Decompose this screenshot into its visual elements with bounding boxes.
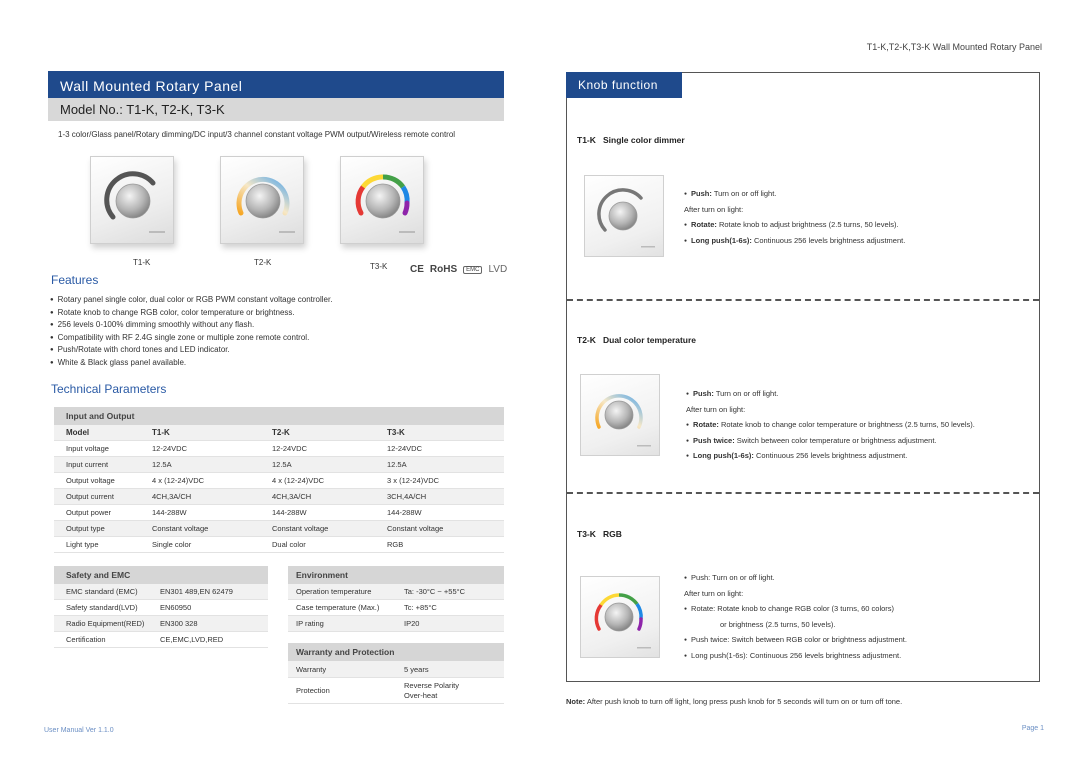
lvd-mark-icon: LVD — [488, 264, 508, 275]
feature-item: ● Compatibility with RF 2.4G single zone or multiple zone remote control. — [50, 332, 500, 345]
product-subtitle: 1-3 color/Glass panel/Rotary dimming/DC input/3 channel constant voltage PWM output/Wireless remote control — [58, 130, 456, 139]
table-row: Model T1-K T2-K T3-K — [54, 425, 504, 441]
t3-heading: T3-K RGB — [577, 529, 622, 539]
table-row: Input current 12.5A 12.5A 12.5A — [54, 457, 504, 473]
knob-function-title: Knob function — [566, 72, 682, 98]
note-text: Note: After push knob to turn off light, long press push knob for 5 seconds will turn on or turn off tone. — [566, 697, 903, 706]
table-row: Certification CE,EMC,LVD,RED — [54, 632, 268, 648]
page-title: Wall Mounted Rotary Panel — [48, 71, 504, 98]
safety-table-title: Safety and EMC — [54, 566, 268, 584]
feature-item: ● Rotary panel single color, dual color or RGB PWM constant voltage controller. — [50, 294, 500, 307]
product-image-t1 — [90, 156, 174, 244]
io-table-title: Input and Output — [54, 407, 504, 425]
page-number: Page 1 — [1021, 725, 1044, 732]
product-image-t3 — [340, 156, 424, 244]
environment-table-title: Environment — [288, 566, 504, 584]
product-image-t2 — [220, 156, 304, 244]
t3-knob-image — [580, 576, 660, 658]
warranty-table — [288, 643, 504, 704]
table-row: Output type Constant voltage Constant voltage Constant voltage — [54, 521, 504, 537]
section-divider — [567, 299, 1039, 301]
table-row: Input voltage 12-24VDC 12-24VDC 12-24VDC — [54, 441, 504, 457]
table-row: Radio Equipment(RED) EN300 328 — [54, 616, 268, 632]
t1-heading: T1-K Single color dimmer — [577, 135, 685, 145]
table-row: Operation temperature Ta: -30°C ~ +55°C — [288, 584, 504, 600]
feature-item: ● Push/Rotate with chord tones and LED indicator. — [50, 344, 500, 357]
ce-mark-icon: CE — [410, 264, 424, 275]
t1-description: ● Push: Turn on or off light. After turn on light: ● Rotate: Rotate knob to adjust brightness (2.5 turns, 50 levels). ● Long push(1-6s): Continuous 256 levels brightness adjustment. — [684, 186, 905, 248]
emc-mark-icon: EMC — [463, 266, 482, 274]
environment-table — [288, 566, 504, 632]
feature-item: ● 256 levels 0-100% dimming smoothly without any flash. — [50, 319, 500, 332]
product-label-t3: T3-K — [370, 262, 388, 271]
table-row: Warranty 5 years — [288, 661, 504, 678]
warranty-table-title: Warranty and Protection — [288, 643, 504, 661]
input-output-table — [54, 407, 504, 553]
certification-marks — [410, 264, 507, 275]
table-row: Case temperature (Max.) Tc: +85°C — [288, 600, 504, 616]
tech-heading: Technical Parameters — [51, 382, 167, 396]
table-row: Safety standard(LVD) EN60950 — [54, 600, 268, 616]
t3-description: ● Push: Turn on or off light. After turn on light: ● Rotate: Rotate knob to change RGB color (3 turns, 60 colors) or brightness (2.5 turns, 50 levels). ● Push twice: Switch between RGB color or brightness adjustment. ● Long push(1-6s): Continuous 256 levels brightness adjustment. — [684, 570, 907, 663]
t2-heading: T2-K Dual color temperature — [577, 335, 697, 345]
model-number: Model No.: T1-K, T2-K, T3-K — [48, 98, 504, 121]
table-row: Protection Reverse Polarity Over-heat — [288, 678, 504, 704]
table-row: Output current 4CH,3A/CH 4CH,3A/CH 3CH,4A/CH — [54, 489, 504, 505]
table-row: EMC standard (EMC) EN301 489,EN 62479 — [54, 584, 268, 600]
safety-emc-table — [54, 566, 268, 648]
product-label-t1: T1-K — [133, 258, 151, 267]
t2-description: ● Push: Turn on or off light. After turn on light: ● Rotate: Rotate knob to change color temperature or brightness (2.5 turns, 50 levels). ● Push twice: Switch between color temperature or brightness adjustment. ● Long push(1-6s): Continuous 256 levels brightness adjustment. — [686, 386, 975, 464]
section-divider — [567, 492, 1039, 494]
feature-item: ● Rotate knob to change RGB color, color temperature or brightness. — [50, 307, 500, 320]
rohs-mark-icon: RoHS — [429, 264, 458, 275]
table-row: Output power 144-288W 144-288W 144-288W — [54, 505, 504, 521]
t2-knob-image — [580, 374, 660, 456]
footer-version: User Manual Ver 1.1.0 — [44, 727, 114, 734]
product-label-t2: T2-K — [254, 258, 272, 267]
table-row: Output voltage 4 x (12-24)VDC 4 x (12-24)VDC 3 x (12-24)VDC — [54, 473, 504, 489]
t1-knob-image — [584, 175, 664, 257]
features-heading: Features — [51, 273, 99, 287]
features-list — [50, 294, 500, 369]
feature-item: ● White & Black glass panel available. — [50, 357, 500, 370]
table-row: Light type Single color Dual color RGB — [54, 537, 504, 553]
table-row: IP rating IP20 — [288, 616, 504, 632]
page-header-text: T1-K,T2-K,T3-K Wall Mounted Rotary Panel — [866, 42, 1042, 52]
